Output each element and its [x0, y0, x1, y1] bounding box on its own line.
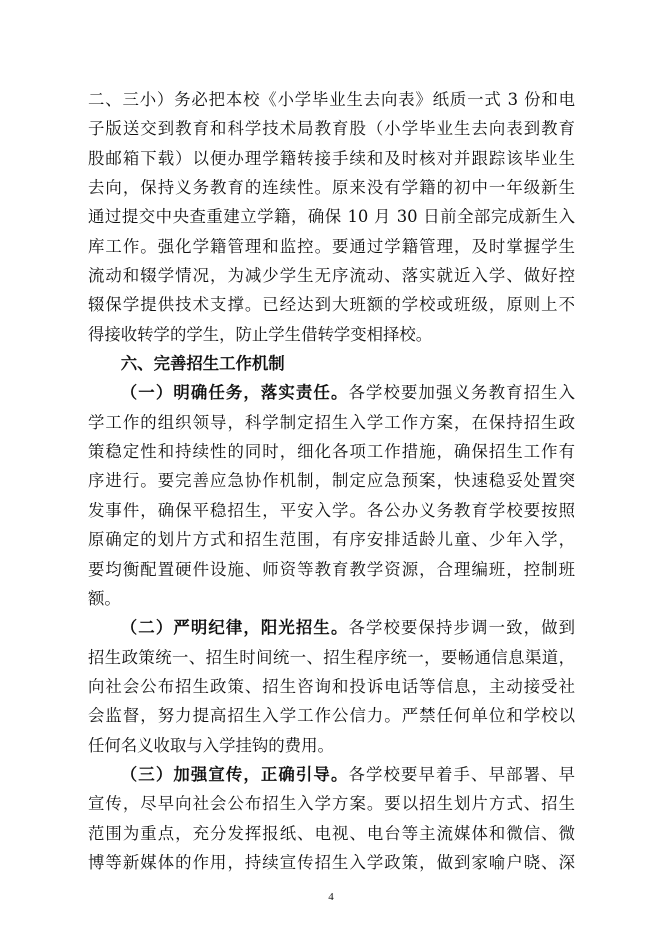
text-run: 各学校要早着手、早部署、早 [348, 764, 575, 784]
text-line: 辍保学提供技术支撑。已经达到大班额的学校或班级，原则上不 [88, 295, 575, 315]
text-line: 原确定的划片方式和招生范围，有序安排适龄儿童、少年入学， [88, 530, 575, 550]
text-line: 额。 [88, 588, 121, 608]
text-line [88, 613, 575, 642]
text-run: 各学校要加强义务教育招生入 [348, 383, 575, 403]
text-line: 要均衡配置硬件设施、师资等教育教学资源，合理编班，控制班 [88, 559, 575, 579]
paragraph-item-2 [88, 613, 575, 760]
text-line: 招生政策统一、招生时间统一、招生程序统一，要畅通信息渠道， [88, 647, 575, 667]
paragraph-continuation [88, 85, 575, 349]
text-line: 子版送交到教育和科学技术局教育股（小学毕业生去向表到教育 [88, 119, 575, 139]
text-line: 范围为重点，充分发挥报纸、电视、电台等主流媒体和微信、微 [88, 823, 575, 843]
text-line: 库工作。强化学籍管理和监控。要通过学籍管理，及时掌握学生 [88, 236, 575, 256]
text-line [88, 760, 575, 789]
paragraph-lead: （二）严明纪律，阳光招生。 [120, 618, 349, 638]
text-line: 向社会公布招生政策、招生咨询和投诉电话等信息，主动接受社 [88, 676, 575, 696]
text-line: 序进行。要完善应急协作机制，制定应急预案，快速稳妥处置突 [88, 471, 575, 491]
section-heading: 六、完善招生工作机制 [120, 354, 285, 374]
paragraph-lead: （三）加强宣传，正确引导。 [120, 764, 349, 784]
text-line: 股邮箱下载）以便办理学籍转接手续和及时核对并跟踪该毕业生 [88, 148, 575, 168]
text-line: 会监督，努力提高招生入学工作公信力。严禁任何单位和学校以 [88, 706, 575, 726]
text-line: 二、三小）务必把本校《小学毕业生去向表》纸质一式 3 份和电 [88, 90, 575, 109]
text-line [88, 378, 575, 407]
paragraph-lead: （一）明确任务，落实责任。 [120, 383, 349, 403]
paragraph-item-1 [88, 378, 575, 613]
text-run: 各学校要保持步调一致，做到 [348, 618, 575, 638]
text-line: 通过提交中央查重建立学籍，确保 10 月 30 日前全部完成新生入 [88, 207, 575, 227]
text-line: 任何名义收取与入学挂钩的费用。 [88, 735, 334, 755]
text-line: 博等新媒体的作用，持续宣传招生入学政策，做到家喻户晓、深 [88, 852, 575, 872]
text-line: 宣传，尽早向社会公布招生入学方案。要以招生划片方式、招生 [88, 794, 575, 814]
paragraph-item-3 [88, 760, 575, 877]
text-line: 流动和辍学情况，为减少学生无序流动、落实就近入学、做好控 [88, 266, 575, 286]
text-line: 发事件，确保平稳招生，平安入学。各公办义务教育学校要按照 [88, 500, 575, 520]
text-line: 去向，保持义务教育的连续性。原来没有学籍的初中一年级新生 [88, 178, 575, 198]
text-line: 策稳定性和持续性的同时，细化各项工作措施，确保招生工作有 [88, 442, 575, 462]
page-number: 4 [328, 891, 334, 903]
document-body [88, 85, 575, 877]
text-line: 得接收转学的学生，防止学生借转学变相择校。 [88, 324, 433, 344]
text-line: 学工作的组织领导，科学制定招生入学工作方案，在保持招生政 [88, 412, 575, 432]
